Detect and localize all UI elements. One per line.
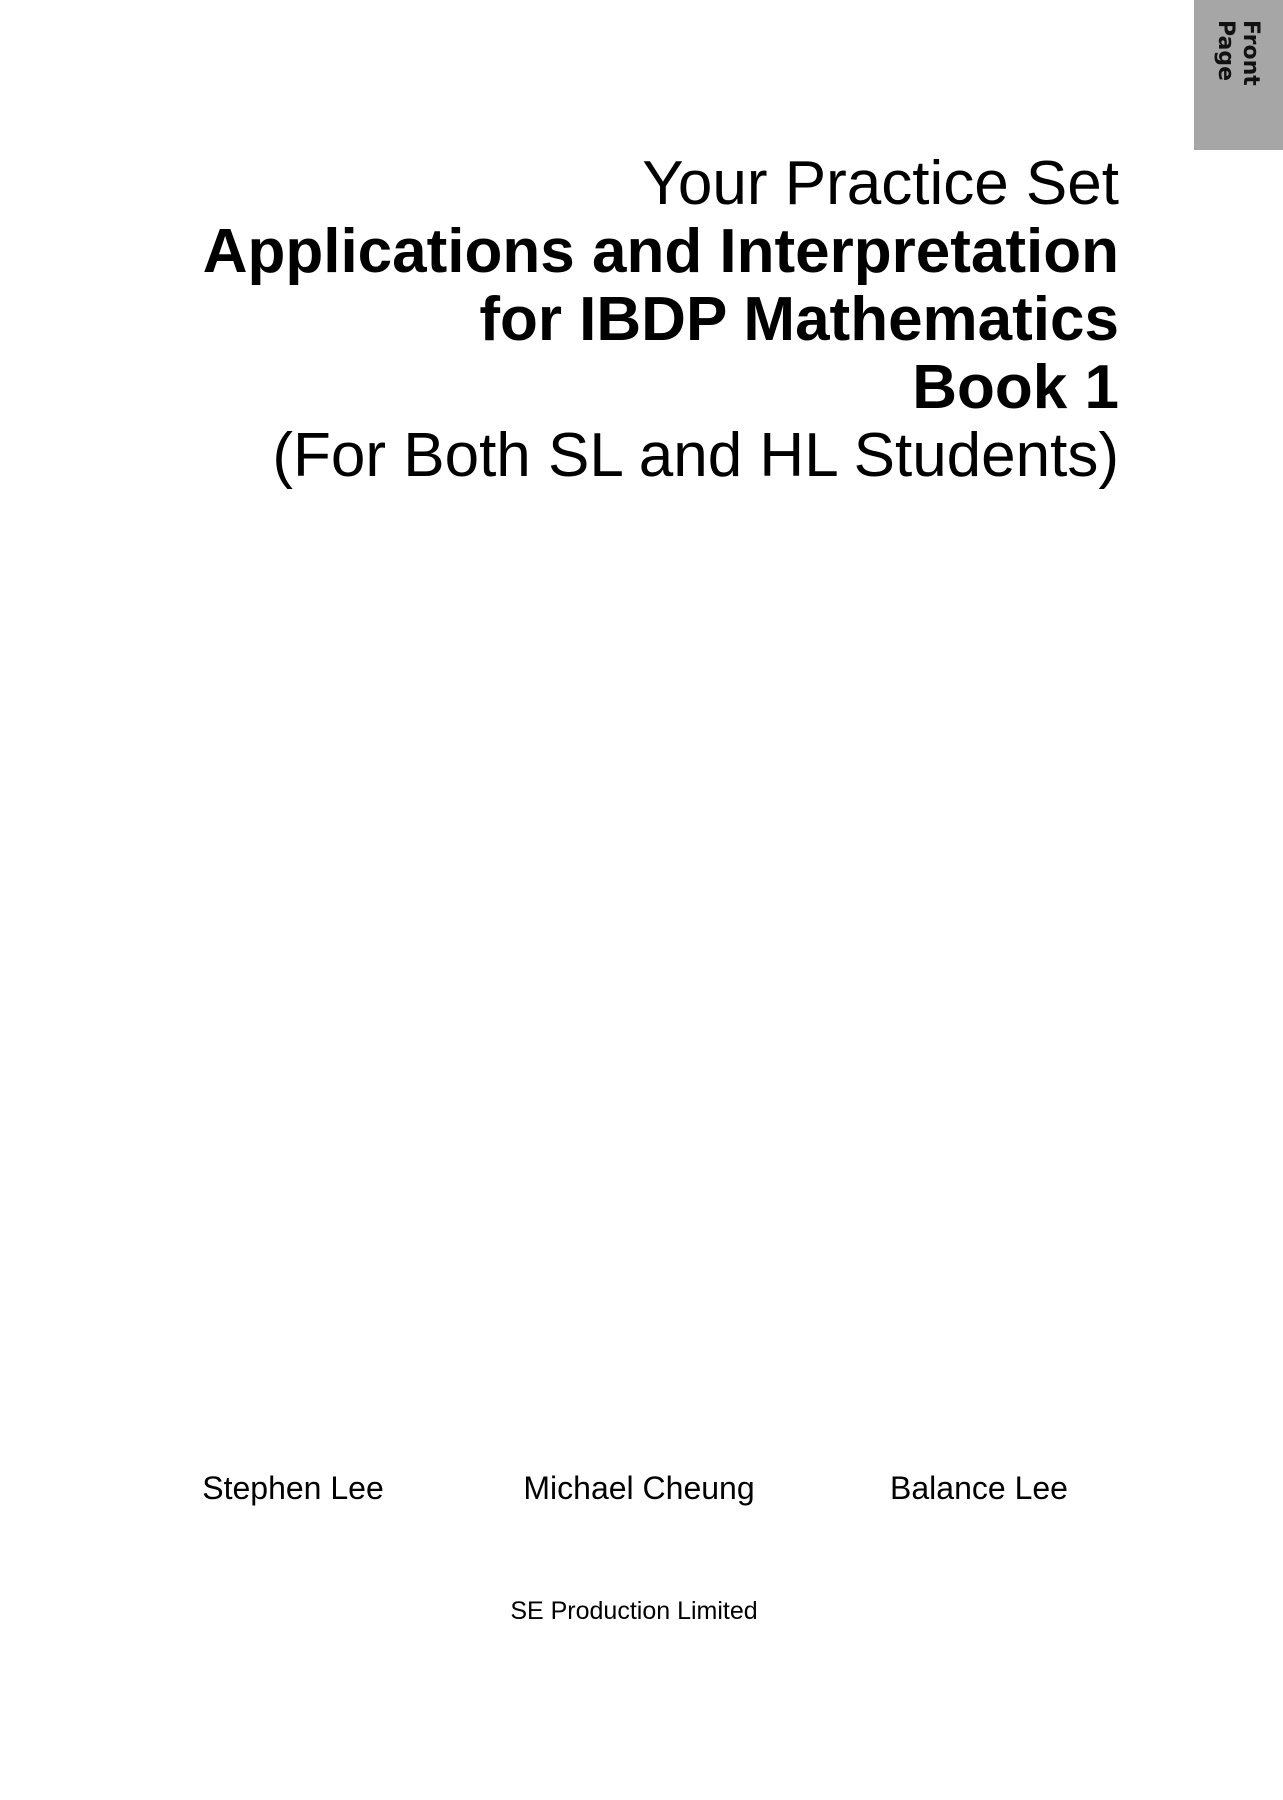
- author-name: Michael Cheung: [523, 1470, 755, 1506]
- title-line-book: Book 1: [912, 353, 1119, 422]
- author-name: Balance Lee: [890, 1470, 1068, 1506]
- publisher: SE Production Limited: [510, 1597, 758, 1625]
- title-line-main-1: Applications and Interpretation: [202, 217, 1119, 286]
- tab-label: Front Page: [1213, 20, 1263, 86]
- front-page-tab: [1194, 0, 1283, 150]
- author-name: Stephen Lee: [202, 1470, 384, 1506]
- title-line-main-2: for IBDP Mathematics: [479, 285, 1119, 354]
- book-title: [203, 150, 1119, 490]
- title-line-series: Your Practice Set: [642, 149, 1119, 218]
- title-line-audience: (For Both SL and HL Students): [272, 421, 1119, 490]
